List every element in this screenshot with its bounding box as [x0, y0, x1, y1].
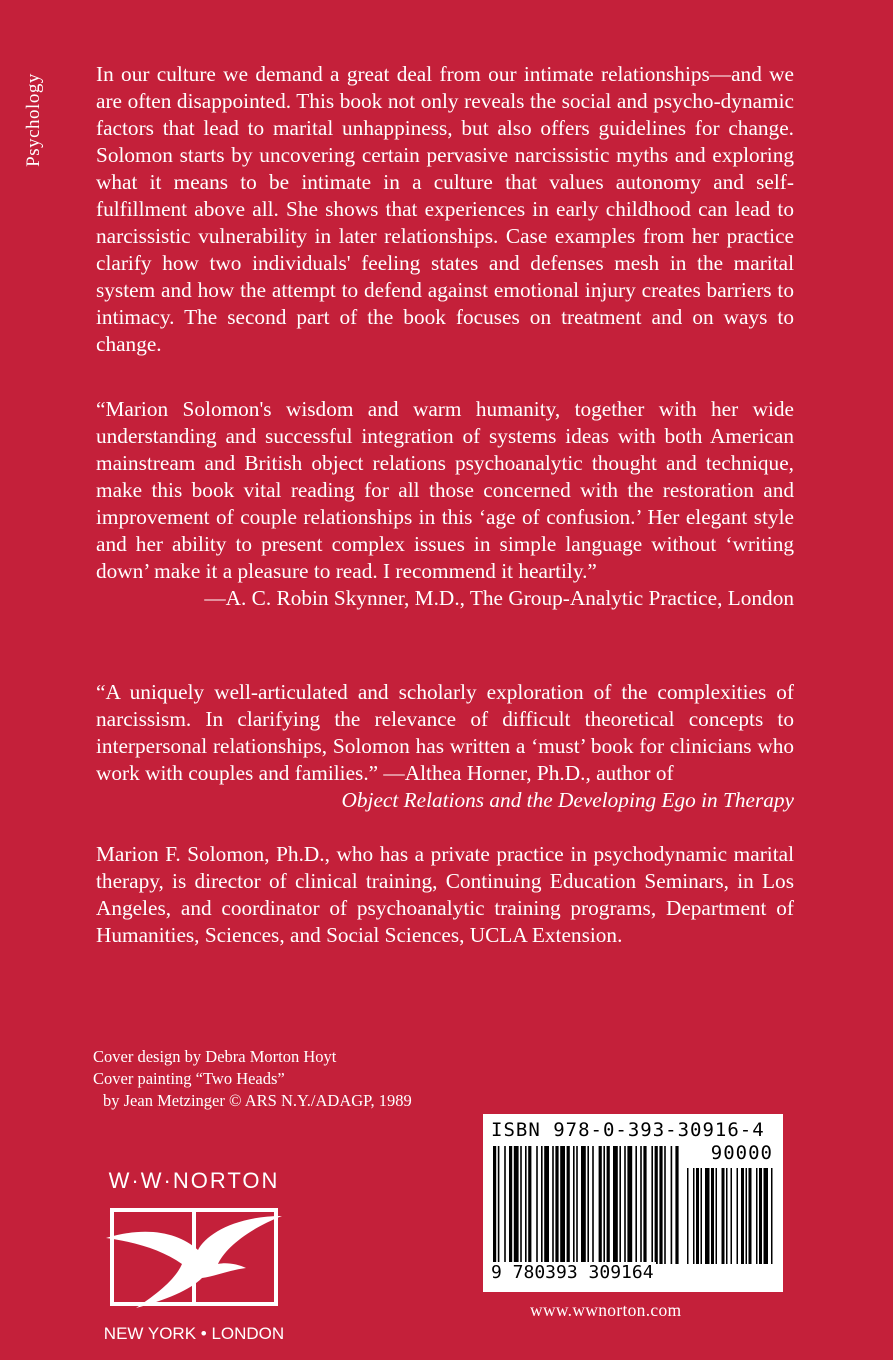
barcode-bar: [643, 1146, 646, 1264]
barcode-bar: [541, 1146, 543, 1264]
barcode-bar: [613, 1146, 618, 1264]
barcode-bar: [520, 1146, 522, 1264]
barcode-bar: [581, 1146, 586, 1264]
barcode-bar: [726, 1168, 728, 1264]
barcode-bar: [544, 1146, 549, 1264]
seagull-icon: [106, 1204, 282, 1314]
barcode-bar: [504, 1146, 506, 1264]
spine-label: [14, 60, 54, 180]
barcode-bar: [509, 1146, 512, 1264]
barcode-bar: [528, 1146, 531, 1264]
barcode-bar: [525, 1146, 527, 1264]
barcode-bar: [555, 1146, 558, 1264]
book-description: In our culture we demand a great deal from our intimate relationships—and we are often disappointed. This book not only reveals the social and psycho-dynamic factors that lead to marital unhappiness, but also offers guidelines for change. Solomon starts by uncovering certain pervasive narcissistic myths and exploring what it means to be intimate in a culture that values autonomy and self-fulfillment above all. She shows that experiences in early childhood can lead to narcissistic vulnerability in later relationships. Case examples from her practice clarify how two individuals' feeling states and defenses mesh in the marital system and how the attempt to defend against emotional injury creates barriers to intimacy. The second part of the book focuses on treatment and on ways to change.: [96, 62, 794, 356]
barcode-bar: [651, 1146, 653, 1264]
barcode-bar: [687, 1168, 689, 1264]
publisher-url: www.wwnorton.com: [530, 1300, 682, 1320]
review-quote-skynner: [96, 396, 794, 612]
barcode-bar: [536, 1146, 538, 1264]
barcode-bar: [701, 1168, 703, 1264]
quote-text: “Marion Solomon's wisdom and warm humanity, together with her wide understanding and successful integration of systems ideas with both American mainstream and British object relations psychoanalytic thought and technique, make this book vital reading for all those concerned with the restoration and improvement of couple relationships in this ‘age of confusion.’ Her elegant style and her ability to present complex issues in simple language without ‘writing down’ make it a pleasure to read. I recommend it heartily.”: [96, 397, 794, 583]
barcode-bar: [696, 1168, 699, 1264]
quote-attribution: —A. C. Robin Skynner, M.D., The Group-Analytic Practice, London: [204, 586, 794, 610]
ean-number: 9 780393 309164: [491, 1262, 654, 1283]
barcode-bar: [737, 1168, 739, 1264]
barcode-bar: [675, 1146, 678, 1264]
barcode-bar: [599, 1146, 602, 1264]
author-bio: Marion F. Solomon, Ph.D., who has a private practice in psychodynamic marital therapy, is director of clinical training, Continuing Education Seminars, in Los Angeles, and coordinator of psychoanalytic training programs, Department of Humanities, Sciences, and Social Sciences, UCLA Extension.: [96, 842, 794, 947]
publisher-name: W·W·NORTON: [108, 1168, 280, 1193]
barcode-bar: [749, 1168, 752, 1264]
barcode-bar: [711, 1168, 714, 1264]
quote-text: “A uniquely well-articulated and scholarly exploration of the complexities of narcissism. In clarifying the relevance of difficult theoretical concepts to interpersonal relationships, Solomon has written a ‘must’ book for clinicians who work with couples and families.” —Althea Horner, Ph.D., author of: [96, 680, 794, 785]
review-quote-horner: [96, 679, 794, 814]
isbn-label: ISBN 978-0-393-30916-4: [491, 1119, 765, 1141]
barcode-bar: [741, 1168, 744, 1264]
barcode-bars: [491, 1146, 775, 1274]
barcode-bar: [514, 1146, 519, 1264]
barcode-bar: [493, 1146, 496, 1274]
barcode-bar: [716, 1168, 718, 1264]
publisher-cities: NEW YORK • LONDON: [103, 1324, 285, 1343]
barcode-bar: [587, 1146, 589, 1264]
barcode-bar: [498, 1146, 500, 1274]
quote-book-title: Object Relations and the Developing Ego in Therapy: [341, 788, 794, 812]
cover-painting-credit: Cover painting “Two Heads”: [93, 1069, 285, 1088]
cover-credits: [93, 1046, 412, 1112]
barcode-bar: [640, 1146, 642, 1264]
barcode-bar: [705, 1168, 710, 1264]
barcode-bar: [573, 1146, 575, 1264]
barcode-bar: [619, 1146, 621, 1264]
spine-category: Psychology: [23, 73, 44, 167]
barcode-bar: [771, 1168, 773, 1264]
barcode-bar: [671, 1146, 673, 1264]
barcode-bar: [607, 1146, 610, 1264]
barcode-bar: [567, 1146, 570, 1264]
barcode-bar: [655, 1146, 658, 1264]
isbn-barcode: [483, 1114, 783, 1292]
painter-credit: by Jean Metzinger © ARS N.Y./ADAGP, 1989: [103, 1091, 412, 1110]
barcode-bar: [746, 1168, 748, 1264]
barcode-bar: [576, 1146, 578, 1264]
barcode-bar: [731, 1168, 733, 1264]
barcode-bar: [759, 1168, 762, 1264]
barcode-bar: [635, 1146, 637, 1264]
barcode-bar: [722, 1168, 725, 1264]
barcode-bar: [592, 1146, 594, 1264]
publisher-logo: [96, 1168, 292, 1344]
barcode-bar: [603, 1146, 605, 1264]
barcode-bar: [624, 1146, 626, 1264]
cover-design-credit: Cover design by Debra Morton Hoyt: [93, 1047, 337, 1066]
barcode-bar: [627, 1146, 632, 1264]
barcode-bar: [552, 1146, 554, 1264]
barcode-bar: [659, 1146, 662, 1264]
barcode-bar: [693, 1168, 695, 1264]
barcode-bar: [664, 1146, 666, 1264]
barcode-bar: [764, 1168, 769, 1264]
price-code: 90000: [710, 1142, 773, 1164]
barcode-bar: [560, 1146, 565, 1264]
barcode-bar: [756, 1168, 758, 1264]
